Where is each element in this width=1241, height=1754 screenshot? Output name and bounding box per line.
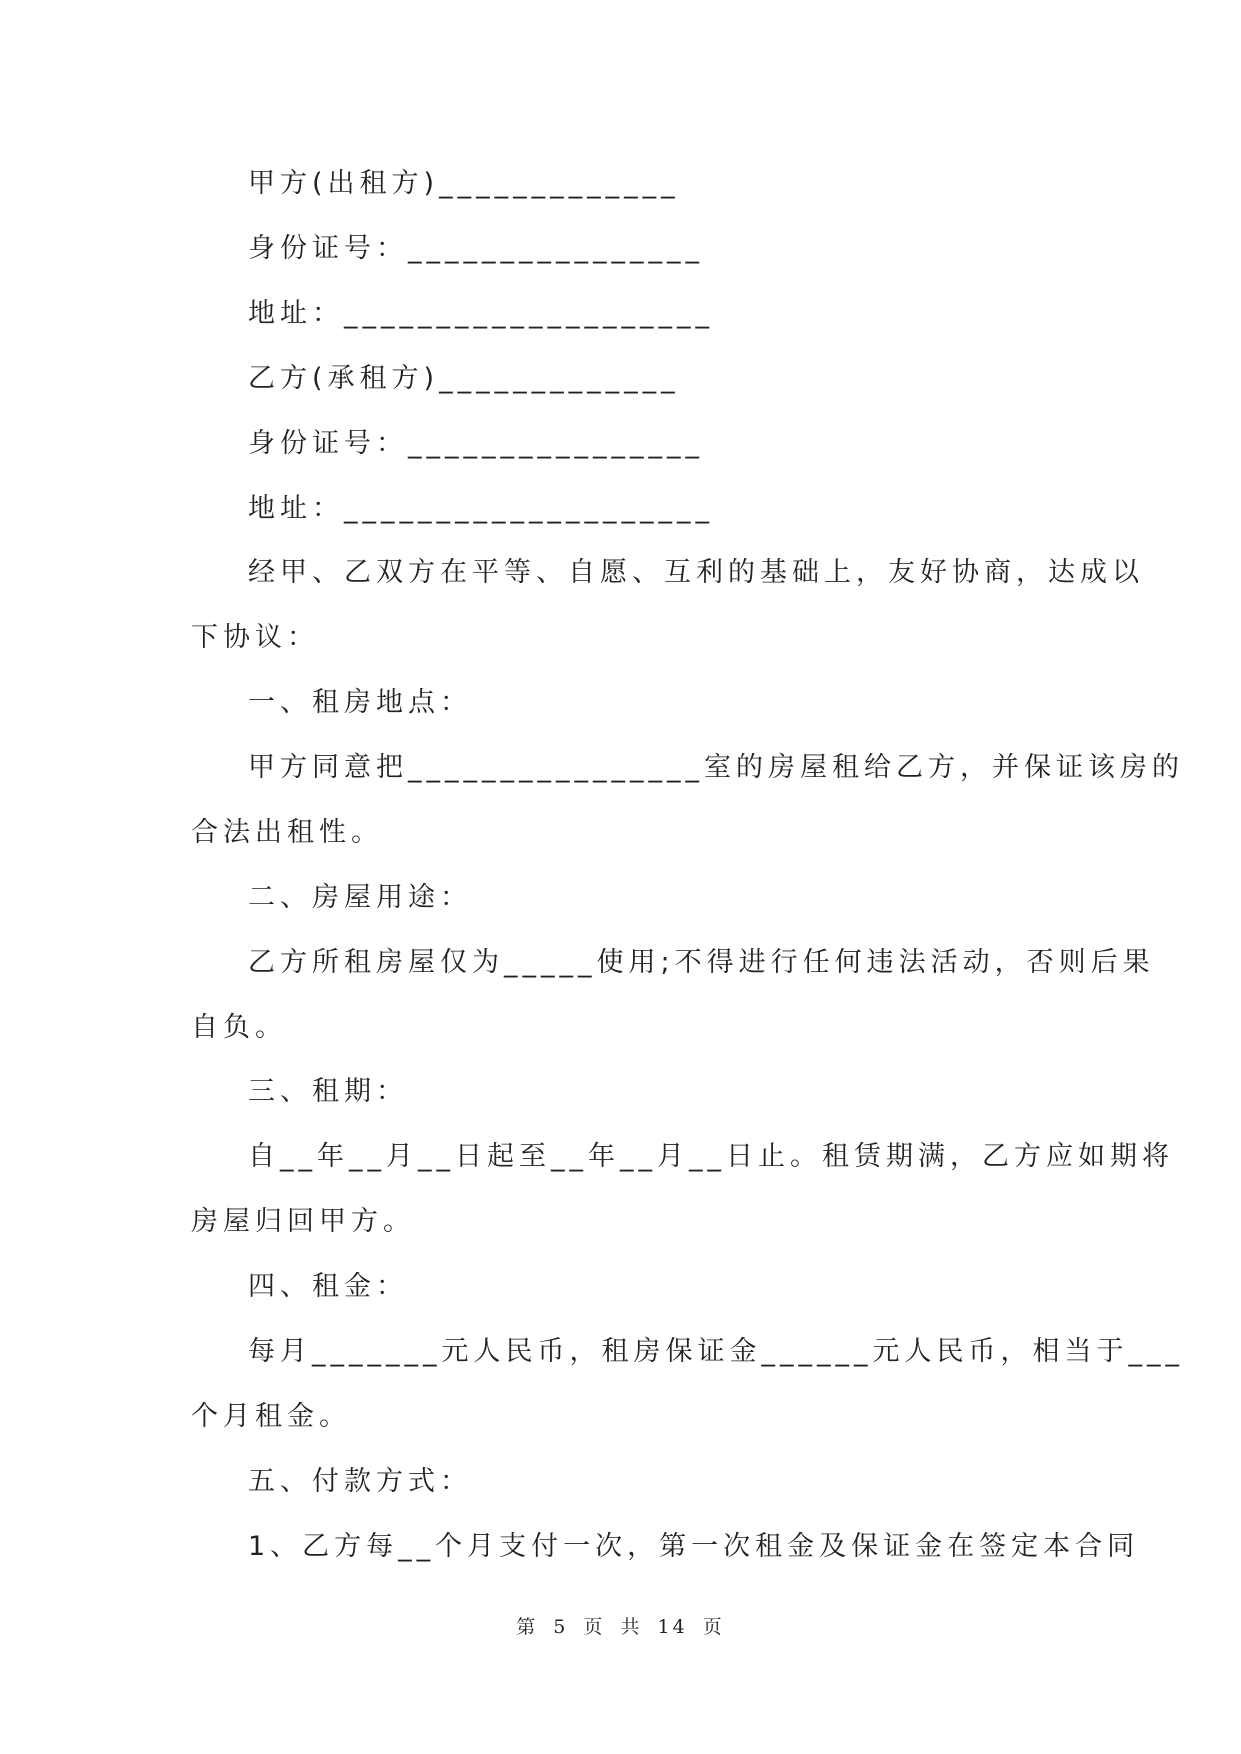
section-heading: 四、租金： [248,1271,408,1302]
party-a-line: 甲方(出租方)_____________ [248,168,680,199]
party-b-line: 乙方(承租方)_____________ [248,363,680,394]
paragraph-line: 1、乙方每__个月支付一次，第一次租金及保证金在签定本合同 [248,1531,1140,1562]
party-a-id-line: 身份证号：________________ [248,233,704,264]
section-heading: 五、付款方式： [248,1466,472,1497]
paragraph-line: 乙方所租房屋仅为_____使用;不得进行任何违法活动，否则后果 [248,947,1155,978]
party-a-address-line: 地址：____________________ [248,298,714,329]
paragraph-line: 经甲、乙双方在平等、自愿、互利的基础上，友好协商，达成以 [248,557,1144,588]
section-heading: 三、租期： [248,1076,408,1107]
paragraph-line: 自负。 [191,1012,287,1043]
paragraph-line: 每月_______元人民币，租房保证金______元人民币，相当于___ [248,1336,1184,1367]
section-heading: 一、租房地点： [248,687,472,718]
paragraph-line: 合法出租性。 [191,817,383,848]
party-b-id-line: 身份证号：________________ [248,428,704,459]
page-number-footer: 第 5 页 共 14 页 [516,1616,725,1638]
paragraph-line: 甲方同意把________________室的房屋租给乙方，并保证该房的 [248,752,1184,783]
party-b-address-line: 地址：____________________ [248,493,714,524]
paragraph-line: 下协议： [191,622,319,653]
section-heading: 二、房屋用途： [248,882,472,913]
paragraph-line: 自__年__月__日起至__年__月__日止。租赁期满，乙方应如期将 [248,1141,1174,1172]
paragraph-line: 房屋归回甲方。 [191,1206,415,1237]
paragraph-line: 个月租金。 [191,1401,351,1432]
